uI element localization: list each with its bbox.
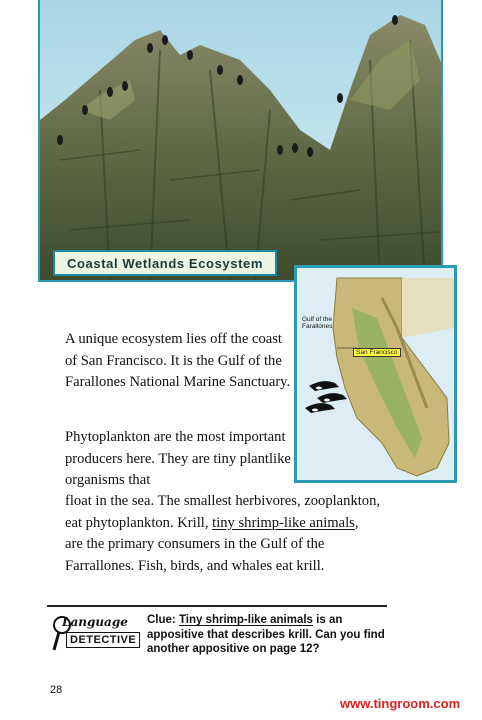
detective-title-box: DETECTIVE [66, 632, 140, 648]
appositive-underlined: tiny shrimp-like animals [212, 514, 355, 531]
paragraph-1: A unique ecosystem lies off the coast of San Francisco. It is the Gulf of the Farallones National Marine Sanctuary. [65, 331, 291, 390]
paragraph-2-start: Phytoplankton are the most important producers here. They are tiny plantlike organisms that [65, 429, 291, 488]
paragraph-2-line-3: are the primary consumers in the Gulf of the [65, 536, 325, 552]
map-label-san-francisco: San Francisco [353, 348, 401, 357]
divider [47, 605, 387, 607]
language-detective-logo [50, 614, 140, 654]
paragraph-2-line-1: float in the sea. The smallest herbivores, zooplankton, [65, 493, 381, 509]
watermark: www.tingroom.com [340, 696, 461, 711]
map-label-gulf: Gulf of the Farallones [302, 316, 333, 330]
clue-text: Clue: Tiny shrimp-like animals is an appositive that describes krill. Can you find another appositive on page 12? [147, 614, 385, 655]
photo-caption: Coastal Wetlands Ecosystem [53, 250, 277, 276]
page-number: 28 [50, 684, 63, 696]
detective-title-top: Language [62, 615, 128, 629]
ecosystem-photo [38, 0, 443, 282]
california-map [294, 265, 457, 483]
paragraph-2-line-4: Farrallones. Fish, birds, and whales eat krill. [65, 557, 325, 574]
paragraph-2-line-2: eat phytoplankton. Krill, tiny shrimp-like animals, [65, 514, 359, 531]
